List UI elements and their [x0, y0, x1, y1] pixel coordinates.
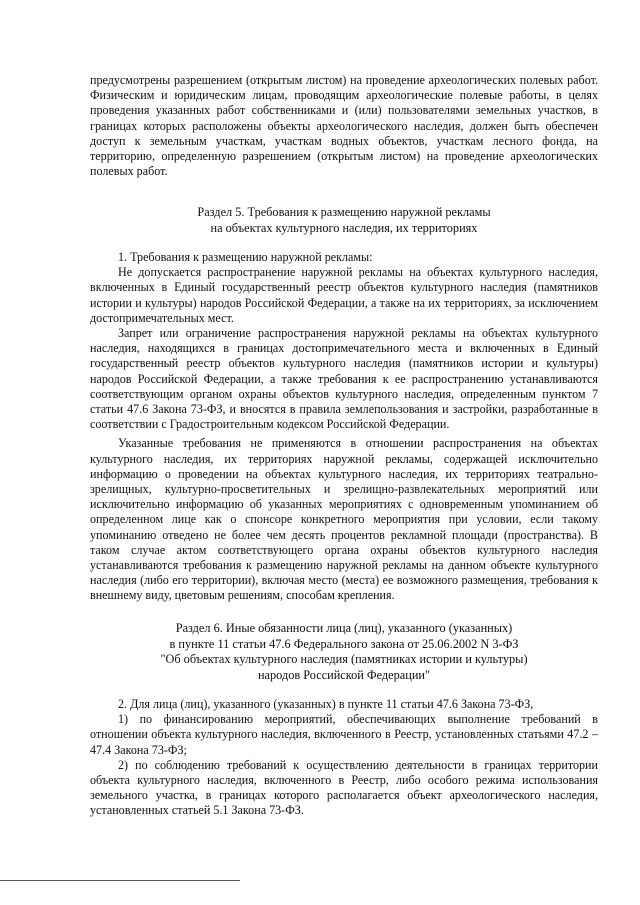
continuation-block [90, 73, 598, 179]
continuation-paragraph: предусмотрены разрешением (открытым листом) на проведение археологических полевых работ. Физическим и юридическим лицам, проводящим археологические полевые работы, в целях проведения указанных работ собственниками и (или) пользователями земельных участков, в границах которых расположены объекты археологического наследия, должен быть обеспечен доступ к земельным участкам, участкам водных объектов, участкам лесного фонда, на территорию, определенную разрешением (открытым листом) на проведение археологических полевых работ. [90, 73, 598, 179]
section6-subitem1: 1) по финансированию мероприятий, обеспечивающих выполнение требований в отношении объекта культурного наследия, включенного в Реестр, установленных статьями 47.2 – 47.4 Закона 73-ФЗ; [90, 712, 598, 757]
section6-heading [90, 621, 598, 683]
section6-title-line1: Раздел 6. Иные обязанности лица (лиц), указанного (указанных) [175, 621, 513, 635]
section5-heading [90, 205, 598, 236]
section5-title-line1: Раздел 5. Требования к размещению наружной рекламы [197, 205, 491, 219]
footer-divider [0, 880, 240, 881]
section6-item2: 2. Для лица (лиц), указанного (указанных) в пункте 11 статьи 47.6 Закона 73-ФЗ, [118, 697, 534, 711]
section5-paragraph3: Указанные требования не применяются в отношении распространения на объектах культурного наследия, их территориях наружной рекламы, содержащей исключительно информацию о проведении на объектах культурного наследия, их территориях театрально-зрелищных, культурно-просветительных и зрелищно-развлекательных мероприятий или исключительно информацию об указанных мероприятиях с одновременным упоминанием об определенном лице как о спонсоре конкретного мероприятия при условии, если такому упоминанию отведено не более чем десять процентов рекламной площади (пространства). В таком случае актом соответствующего органа охраны объектов культурного наследия устанавливаются требования к размещению наружной рекламы на данном объекте культурного наследия (либо его территории), включая место (места) ее возможного размещения, требования к внешнему виду, цветовым решениям, способам крепления. [90, 436, 598, 603]
section6-title-line2: в пункте 11 статьи 47.6 Федерального закона от 25.06.2002 N 3-ФЗ [169, 636, 519, 651]
section5-body [90, 250, 598, 604]
section6-subitem2: 2) по соблюдению требований к осуществлению деятельности в границах территории объекта культурного наследия, включенного в Реестр, либо особого режима использования земельного участка, в границах которого располагается объект археологического наследия, установленных статьей 5.1 Закона 73-ФЗ. [90, 757, 598, 818]
section5-paragraph1: Не допускается распространение наружной рекламы на объектах культурного наследия, включенных в Единый государственный реестр объектов культурного наследия (памятников истории и культуры) народов Российской Федерации, а также на их территориях, за исключением достопримечательных мест. [90, 265, 598, 325]
section5-title-line2: на объектах культурного наследия, их территориях [210, 220, 478, 235]
section5-paragraph2: Запрет или ограничение распространения наружной рекламы на объектах культурного наследия, находящихся в границах достопримечательного места и включенных в Единый государственный реестр объектов культурного наследия (памятников истории и культуры) народов Российской Федерации, а также требования к ее распространению устанавливаются соответствующим органом охраны объектов культурного наследия, определенным пунктом 7 статьи 47.6 Закона 73-ФЗ, и вносятся в правила землепользования и застройки, разработанные в соответствии с Градостроительным кодексом Российской Федерации. [90, 326, 598, 432]
section6-title-line3: "Об объектах культурного наследия (памятниках истории и культуры) [160, 652, 528, 667]
section6-title-line4: народов Российской Федерации" [257, 667, 431, 682]
section6-body [90, 697, 598, 819]
section5-item1: 1. Требования к размещению наружной рекламы: [118, 250, 373, 264]
